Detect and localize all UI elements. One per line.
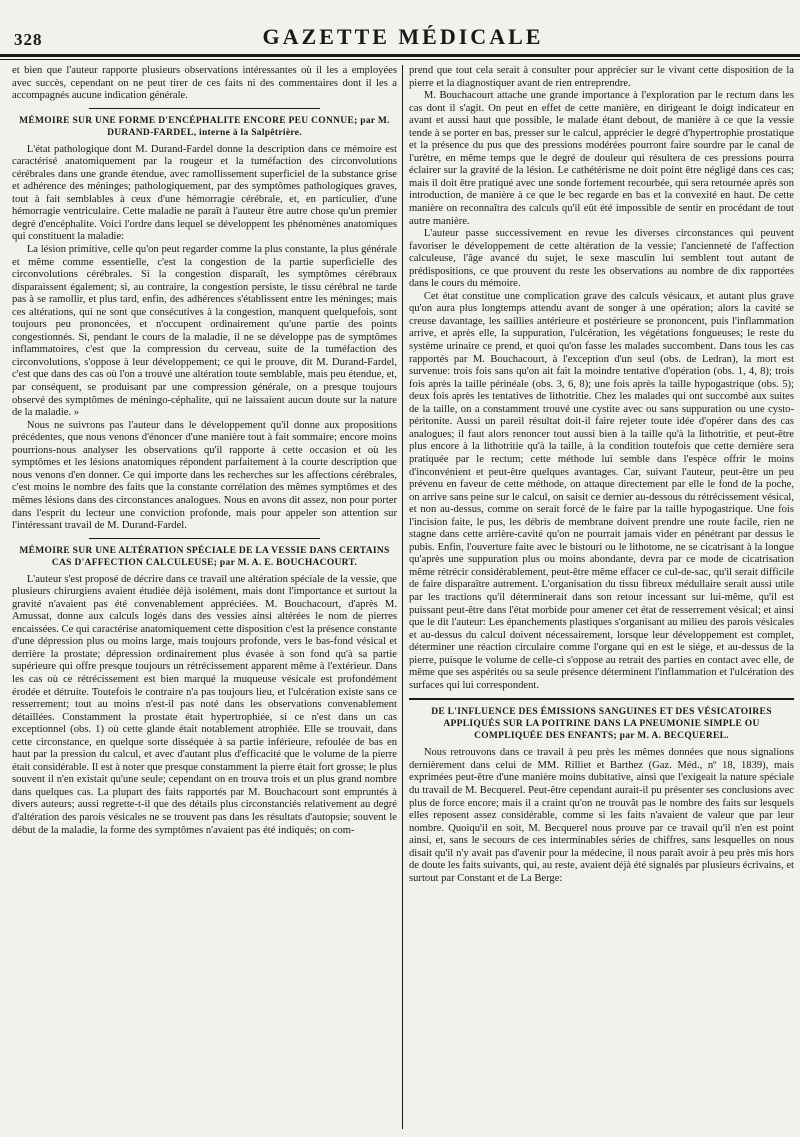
article-title-encephalite: MÉMOIRE SUR UNE FORME D'ENCÉPHALITE ENCORE PEU CONNUE; par M. DURAND-FARDEL, interne à la Salpêtrière. bbox=[19, 115, 390, 138]
paragraph: Nous ne suivrons pas l'auteur dans le développement qu'il donne aux propositions précédentes, que nous venons d'énoncer d'une manière tout à fait sommaire; encore moins pourrions-nous analyser les observations qu'il rapporte à cette occasion et où les symptômes et les lésions anatomiques répondent parfaitement à la courte description que nous venons d'en donner. Ce qui importe dans les recherches sur les affections cérébrales, c'est moins le nombre des faits que la constante corrélation des mêmes symptômes et des mêmes lésions dans des circonstances analogues. Nous en avons dit assez, non pour porter dans l'esprit du lecteur une conviction profonde, mais pour appeler son attention sur l'intéressant travail de M. Durand-Fardel. bbox=[12, 419, 397, 532]
paragraph: Cet état constitue une complication grave des calculs vésicaux, et autant plus grave qu'on aura plus longtemps attendu avant de songer à une opération; alors la cavité se creuse davantage, les saillies antérieure et postérieure se prononcent, puis l'inflammation arrive, et après elle, la suppuration, l'ulcération, les végétations fongueuses; le reste du système urinaire ce prend, et quoi qu'on fasse les malades succombent. Dans tous les cas rapportés par M. Bouchacourt, à l'exception d'un seul (obs. de Ledran), la mort est survenue: trois fois sans qu'on ait fait la moindre tentative d'opération (obs. 1, 4, 8); trois fois après la taille périnéale (obs. 3, 6, 8); une fois après la taille hypogastrique (obs. 5); deux fois après les tentatives de lithotritie. Chez les malades qui ont succombé aux suites de la taille, on a constamment trouvé une cystite avec ou sans suppuration ou une cysto-péritonite. Aussi un pareil résultat doit-il faire rejeter toute idée d'opérer dans des cas analogues; il faut alors renoncer tout aussi bien à la taille qu'à la lithotritie, et peut-être plus encore à la lithotritie qu'à la taille, à la condition toutefois que cette dernière sera pratiquée par le rectum; cette méthode lui semble dans l'espèce offrir le moins d'inconvénient et peut-être quelques avantages. Car, suivant l'auteur, peut-être un peu prévenu en faveur de cette méthode, on attaque directement par elle le fond de la poche, on arrive sans peine sur le calcul, on saisit ce dernier au-dessous du rétrécissement vésical, et non au-dessus, comme on serait forcé de le faire par la taille hypogastrique. Une fois l'incision faite, le pus, les débris de membrane doivent prendre une route facile, rien ne stagne dans cette arrière-cavité qu'on ne pourrait jamais vider en pénétrant par dessus le pubis. Enfin, l'ouverture faite avec le bistouri ou le lithotome, ne se cicatrisant à la longue qu'après une suppuration plus ou moins abondante, devra par ce mode de cicatrisation même rétrécir considérablement, peut-être même effacer ce cul-de-sac, qu'il serait difficile de faire disparaître autrement. L'organisation du tissu fibreux médullaire serait aussi utile par les tractions qu'il déterminerait dans son retour incessant sur lui-même, qu'il est puissant peut-être dans l'état morbide pour amener cet état de resserrement vésical; et ainsi que le dit l'auteur: Les épanchements plastiques s'organisant au milieu des parois vésicales et au-dessus du calcul doivent nécessairement, lorsque leur développement est complet, déterminer une réaction circulaire comme l'organe qui en est le siége, et au-dessus de la pierre, puisque le volume de celle-ci s'oppose au retrait des parties en contact avec elle, de même que ses aspérités ou sa seule présence déterminent l'inflammation et l'ulcération des surfaces qui lui correspondent. bbox=[409, 290, 794, 691]
section-separator bbox=[409, 698, 794, 700]
header-rule-thick bbox=[0, 54, 800, 57]
paragraph: Nous retrouvons dans ce travail à peu près les mêmes données que nous signalions dernièrement dans celui de MM. Rilliet et Barthez (Gaz. Méd., nº 18, 1839), mais exprimées peut-être d'une manière moins dubitative, ainsi que l'exigeait la nature spéciale du travail de M. Becquerel. Peut-être cependant aurait-il pu présenter ses conclusions avec plus de force encore; mais il a craint qu'on ne trouvât pas le nombre des faits sur lesquels elles reposent assez considérable, comme si les faits n'avaient de valeur que par leur nombre. Quoiqu'il en soit, M. Becquerel nous prouve par ce travail qu'il n'en est point ainsi, et, sans le secours de ces interminables séries de chiffres, sans lesquelles on nous disait qu'il n'y avait pas d'avenir pour la médecine, il nous paraît avoir à peu près mis hors de doute les faits suivants, qui, au reste, avaient déjà été signalés par plusieurs écrivains, et surtout par Constant et de La Berge: bbox=[409, 747, 794, 884]
paragraph: La lésion primitive, celle qu'on peut regarder comme la plus constante, la plus générale et même comme essentielle, c'est la congestion de la partie superficielle des circonvolutions cérébrales. Si la congestion disparaît, les symptômes cérébraux disparaissent également; si, au contraire, la congestion persiste, le tissu cérébral ne tarde pas à se ramollir, et plus tard, enfin, des adhérences s'établissent entre les méninges; mais ces altérations, qui ne sont que consécutives à la congestion, manquent quelquefois, sont toujours peu prononcées, et n'occupent ordinairement qu'une partie des points congestionnés. Si, pendant le cours de la maladie, il ne se développe pas de symptômes inflammatoires, c'est que la compression du cerveau, suite de la tuméfaction des circonvolutions, s'oppose à leur développement; ce qui le prouve, dit M. Durand-Fardel, c'est que dans des cas où l'on a trouvé une altération toute semblable, mais peu étendue, et, par conséquent, se produisant par une compression générale, on a presque toujours observé des symptômes de méningo-céphalite, qui ne laissaient aucun doute sur la nature de la maladie. » bbox=[12, 244, 397, 419]
left-column bbox=[12, 65, 403, 1129]
paragraph: L'auteur passe successivement en revue les diverses circonstances qui peuvent favoriser le développement de cette altération de la vessie; l'ancienneté de l'affection calculeuse, l'âge avancé du sujet, le sexe masculin lui semblent tout autant de prédispositions, ce que prouvent du reste les observations au nombre de dix rapportées dans le cours du mémoire. bbox=[409, 228, 794, 290]
page-header bbox=[12, 0, 794, 52]
article-title-vessie: MÉMOIRE SUR UNE ALTÉRATION SPÉCIALE DE LA VESSIE DANS CERTAINS CAS D'AFFECTION CALCULEUSE; par M. A. E. BOUCHACOURT. bbox=[19, 545, 390, 568]
intro-paragraph: et bien que l'auteur rapporte plusieurs observations intéressantes où il les a employées avec succès, cependant on ne peut tirer de ces faits ni des commentaires dont il les a accompagnés aucune indication générale. bbox=[12, 65, 397, 102]
text-columns bbox=[12, 65, 794, 1129]
header-rule-thin bbox=[0, 59, 800, 60]
paragraph: M. Bouchacourt attache une grande importance à l'exploration par le rectum dans les cas dont il s'agit. On peut en effet de cette manière, en dirigeant le doigt indicateur en avant et aussi haut que possible, le malade étant debout, de manière à ce que la vessie tende à se porter en bas, presser sur le calcul, apprécier le degré d'hypertrophie prostatique et la présence du pus que des pressions modérées pourront faire sourdre par le canal de l'urètre, en même temps que le degré de douleur qui résultera de ces pressions pourra éclairer sur la gravité de la lésion. Le cathétérisme ne doit point être négligé dans ces cas; mais il doit être pratiqué avec une sonde fortement recourbée, qui sera retournée après son introduction, de manière à ce que le bec regarde en bas et la convexité en haut. De cette manière on reconnaîtra des calculs qu'il eût été impossible de sentir en procédant de tout autre manière. bbox=[409, 90, 794, 227]
paragraph: prend que tout cela serait à consulter pour apprécier sur le vivant cette disposition de la pierre et la diagnostiquer avant de rien entreprendre. bbox=[409, 65, 794, 89]
right-column bbox=[403, 65, 794, 1129]
section-separator bbox=[89, 108, 320, 109]
running-title: GAZETTE MÉDICALE bbox=[262, 24, 544, 49]
page-number: 328 bbox=[14, 30, 43, 49]
section-separator bbox=[89, 538, 320, 539]
paragraph: L'état pathologique dont M. Durand-Fardel donne la description dans ce mémoire est caractérisé anatomiquement par la rougeur et la tuméfaction des circonvolutions cérébrales dans une grande étendue, avec ramollissement superficiel de la substance grise et adhérence des méninges; pathologiquement, par des symptômes pathologiques graves, tout à fait semblables à ceux d'une hémorragie cérébrale, et, en particulier, d'une hémorragie ventriculaire. Cette maladie ne paraît à l'auteur être autre chose qu'un premier degré d'encéphalite. Voici l'ordre dans lequel se développent les phénomènes anatomiques qui constituent la maladie: bbox=[12, 143, 397, 243]
paragraph: L'auteur s'est proposé de décrire dans ce travail une altération spéciale de la vessie, que plusieurs chirurgiens avaient étudiée déjà isolément, mais dont l'importance et surtout la gravité n'avaient pas été convenablement appréciées. M. Bouchacourt, d'après M. Amussat, donne aux calculs logés dans des vessies ainsi altérées le nom de pierres encaissées. Ce qui caractérise anatomiquement cette disposition c'est la présence constante d'une dépression plus ou moins large, mais toujours profonde, vers le bas-fond vésical et derrière la prostate; dépression ordinairement plus évasée à son fond qu'à sa partie supérieure qui offre presque toujours un rétrécissement apparent même à l'extérieur. Dans les cas où ce rétrécissement est bien marqué la muqueuse vésicale est profondément érodée et détruite. Toutefois le contraire n'a pas toujours lieu, et l'ulcération existe sans ce resserrement; tout au moins n'est-il pas noté dans les observations convenablement détaillées. Constamment la prostate était hypertrophiée, si ce n'est dans un cas exceptionnel (obs. 1) où cette glande était notablement atrophiée. Elle se trouvait, dans cette circonstance, en quelque sorte disséquée à sa partie inférieure, refoulée de bas en haut par la pression du calcul, et avec d'autant plus d'efficacité que le volume de la pierre était considérable. Il est à noter que presque constamment la pierre était fort grosse; le plus souvent il n'en existait qu'une seule; cependant on en trouva trois et un plus grand nombre dans quelques cas. La plupart des faits rapportés par M. Bouchacourt sont empruntés à divers auteurs; aussi regrette-t-il que des détails plus circonstanciés relativement au degré d'altération des parois vésicales ne se trouvent pas dans les résultats d'autopsie; souvent le début de la maladie, la forme des symptômes n'avaient pas été indiqués; on com- bbox=[12, 573, 397, 836]
article-title-pneumonie: DE L'INFLUENCE DES ÉMISSIONS SANGUINES ET DES VÉSICATOIRES APPLIQUÉS SUR LA POITRINE DANS LA PNEUMONIE SIMPLE OU COMPLIQUÉE DES ENFANTS; par M. A. BECQUEREL. bbox=[431, 707, 772, 742]
